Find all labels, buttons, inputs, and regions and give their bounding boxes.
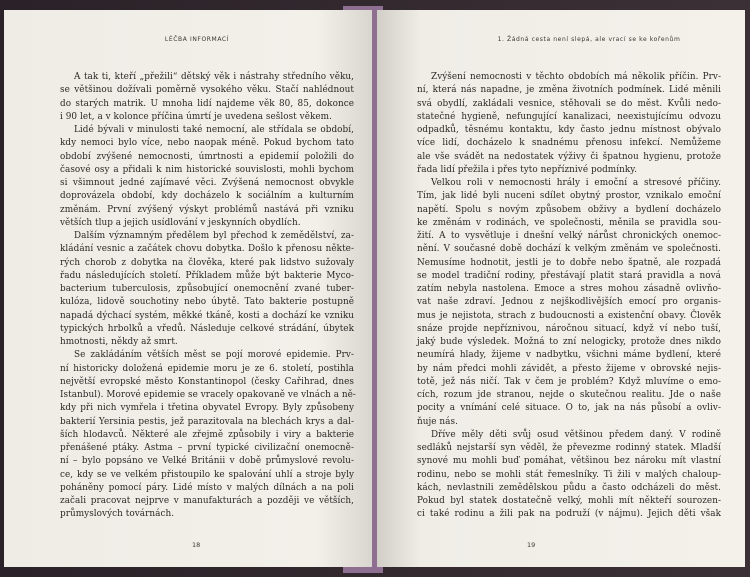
text-line: ní historicky doložená epidemie moru je ze 6. století, postihla	[60, 363, 354, 374]
text-line: se model tradiční rodiny, přestávají platit stará pravidla a nová	[417, 270, 721, 281]
text-line: Istanbul). Morové epidemie se vracely opakovaně ve vlnách a ně-	[60, 390, 356, 400]
text-line: totě, jež nás ničí. Tak v čem je problém? Když mluvíme o emo-	[417, 376, 721, 387]
text-line: typických hrbolků a vředů. Následuje celkové strádání, úbytek	[60, 323, 354, 334]
text-line: ní – bylo popsáno ve Velké Británii v době průmyslové revolu-	[60, 456, 354, 467]
text-line: bacterium tuberculosis, způsobující onemocnění zvané tuber-	[60, 284, 354, 294]
text-line: Zvýšení nemocnosti v těchto obdobích má několik příčin. Prv-	[431, 72, 721, 82]
text-line: pocity a vnímání celé situace. O to, jak na nás působí a ovliv-	[417, 403, 721, 414]
text-line: bakterií Yersinia pestis, jež parazitovala na blechách krys a dal-	[60, 416, 354, 427]
text-line: kdy nemoci bylo více, nebo naopak méně. Pokud bychom tato	[60, 138, 354, 149]
text-line: mus je nejistota, strach z budoucnosti a existenční obavy. Člověk	[417, 310, 721, 321]
text-line: vat naše zdraví. Jednou z nejškodlivějších emocí pro organis-	[417, 297, 721, 308]
text-line: hmotnosti, někdy až smrt.	[60, 337, 178, 347]
text-line: kládání vesnic a začátek chovu dobytka. Došlo k přenosu někte-	[60, 244, 354, 255]
text-line: ke změnám v rodinách, ve společnosti, měnila se pravidla sou-	[417, 217, 721, 228]
text-line: více lidí, docházelo k snadnému přenosu infekcí. Nemůžeme	[417, 138, 721, 149]
text-line: nění. V současné době dochází k velkým změnám ve společnosti.	[417, 244, 721, 255]
text-line: rých chorob z dobytka na člověka, které pak lidstvo sužovaly	[60, 257, 354, 268]
text-line: Se zakládáním větších měst se pojí morové epidemie. Prv-	[74, 350, 354, 361]
text-line: sedláků nejstarší syn věděl, že převezme rodinný statek. Mladší	[417, 443, 721, 453]
text-line: ní, která nás napadne, je změna životních podmínek. Lidé měnili	[417, 85, 721, 96]
text-line: ších hlodavců. Některé ale zřejmě způsobily i viry a bakterie	[60, 429, 354, 440]
text-line: Nemusíme hodnotit, jestli je to dobře nebo špatně, ale rozpadá	[417, 257, 721, 268]
text-line: ale vše svádět na nedostatek výživy či špatnou hygienu, protože	[417, 151, 721, 162]
text-line: řadu následujících století. Příkladem může být bakterie Myco-	[60, 270, 354, 281]
text-line: větších tlup a jejich usídlování v jeskynních obydlích.	[60, 217, 301, 228]
running-head: 1. Žádná cesta není slepá, ale vrací se ke kořenům	[497, 36, 681, 43]
text-line: doprovázela období, kdy docházelo k sociálním a kulturním	[60, 191, 354, 202]
text-line: A tak ti, kteří „přežili“ dětský věk i nástrahy středního věku,	[74, 72, 354, 82]
text-line: se většinou dožívali poměrně vysokého věku. Stačí nahlédnout	[60, 85, 354, 96]
text-line: rodinu, nebo se mohli stát řemeslníky. Ti žili v malých chaloup-	[417, 469, 721, 480]
text-line: začali pracovat nejprve v manufakturách a později ve větších,	[60, 496, 354, 506]
text-line: synové mu mohli buď pomáhat, většinou bez nároku mít vlastní	[417, 456, 721, 467]
text-line: kách, nevlastnili zemědělskou půdu a často odcházeli do měst.	[417, 482, 721, 493]
text-line: poháněny pomocí páry. Lidé místo v malých dílnách a na poli	[60, 482, 354, 493]
text-line: řada lidí přežila i přes tyto nepříznivé podmínky.	[417, 164, 637, 175]
text-line: období zvýšené nemocnosti, úmrtnosti a epidemií položili do	[60, 151, 354, 162]
text-line: napětí. Spolu s novým způsobem obživy a bydlení docházelo	[417, 204, 721, 215]
text-line: i 90 let, a v kolonce příčina úmrtí je uvedena sešlost věkem.	[60, 111, 332, 122]
text-line: Dalším významným předělem byl přechod k zemědělství, za-	[74, 231, 354, 241]
text-line: přenášené ptáky. Astma – první typické civilizační onemocně-	[60, 443, 354, 453]
text-line: si všimnout jedné zajímavé věci. Zvýšená nemocnost obvykle	[60, 178, 354, 188]
text-line: zatím nebyla nastolena. Emoce a stres mohou zásadně ovlivňo-	[417, 284, 721, 294]
text-line: největší evropské město Konstantinopol (česky Cařihrad, dnes	[60, 376, 354, 387]
text-line: jaký bude výsledek. Možná to zní nelogicky, protože dnes nikdo	[417, 337, 721, 347]
text-line: by nám předci mohli závidět, a přesto žijeme v obrovské nejis-	[417, 363, 721, 374]
text-line: Dříve měly děti svůj osud většinou předem daný. V rodině	[431, 429, 721, 440]
right-page	[377, 10, 745, 567]
text-line: do starých matrik. U mnoha lidí najdeme věk 80, 85, dokonce	[60, 98, 354, 109]
text-line: snáze projde nepříznivou, náročnou situací, když ví nebo tuší,	[417, 323, 721, 334]
text-line: neumírá hlady, žijeme v nadbytku, všichni máme bydlení, které	[417, 350, 721, 361]
page-number: 18	[192, 541, 201, 549]
text-line: časové osy a přidali k nim historické souvislosti, mohli bychom	[60, 164, 354, 175]
left-page	[4, 10, 372, 567]
page-text	[60, 71, 354, 522]
text-line: statečné hygieně, nefungující kanalizaci, neexistujícímu odvozu	[417, 111, 721, 122]
text-line: žití. A to vysvětluje i dnešní velký nárůst chronických onemoc-	[417, 231, 721, 241]
text-line: Tím, jak lidé byli nuceni sdílet obytný prostor, vznikalo emoční	[417, 191, 721, 202]
running-head: LÉČBA INFORMACÍ	[164, 36, 230, 43]
text-line: Pokud byl statek dostatečně velký, mohli mít někteří sourozen-	[417, 496, 721, 506]
page-number: 19	[527, 541, 536, 549]
text-line: ce, kdy se ve velkém přistoupilo ke spalování uhlí a stroje byly	[60, 469, 354, 480]
text-line: svá obydlí, zakládali vesnice, stěhovali se do měst. Kvůli nedo-	[417, 98, 721, 109]
text-line: cích, rozum jde stranou, nejde o skutečnou realitu. Jde o naše	[417, 390, 721, 400]
page-text	[417, 71, 721, 522]
text-line: ňuje nás.	[417, 416, 458, 427]
text-line: kulóza, lidově souchotiny nebo úbytě. Tato bakterie postupně	[60, 297, 354, 308]
text-line: Lidé bývali v minulosti také nemocní, ale střídala se období,	[74, 125, 354, 135]
text-line: Velkou roli v nemocnosti hrály i emoční a stresové příčiny.	[431, 178, 721, 188]
text-line: ci také rodinu a žili pak na podruží (v nájmu). Jejich děti však	[417, 509, 721, 520]
text-line: průmyslových továrnách.	[60, 509, 175, 520]
text-line: změnám. První zvýšený výskyt problémů nastává při vzniku	[60, 204, 354, 215]
text-line: napadá dýchací systém, měkké tkáně, kosti a dochází ke vzniku	[60, 310, 354, 321]
text-line: odpadků, těsnému kontaktu, kdy často jednu místnost obývalo	[417, 125, 721, 135]
text-line: kdy při nich vymřela i třetina obyvatel Evropy. Byly způsobeny	[60, 403, 354, 414]
